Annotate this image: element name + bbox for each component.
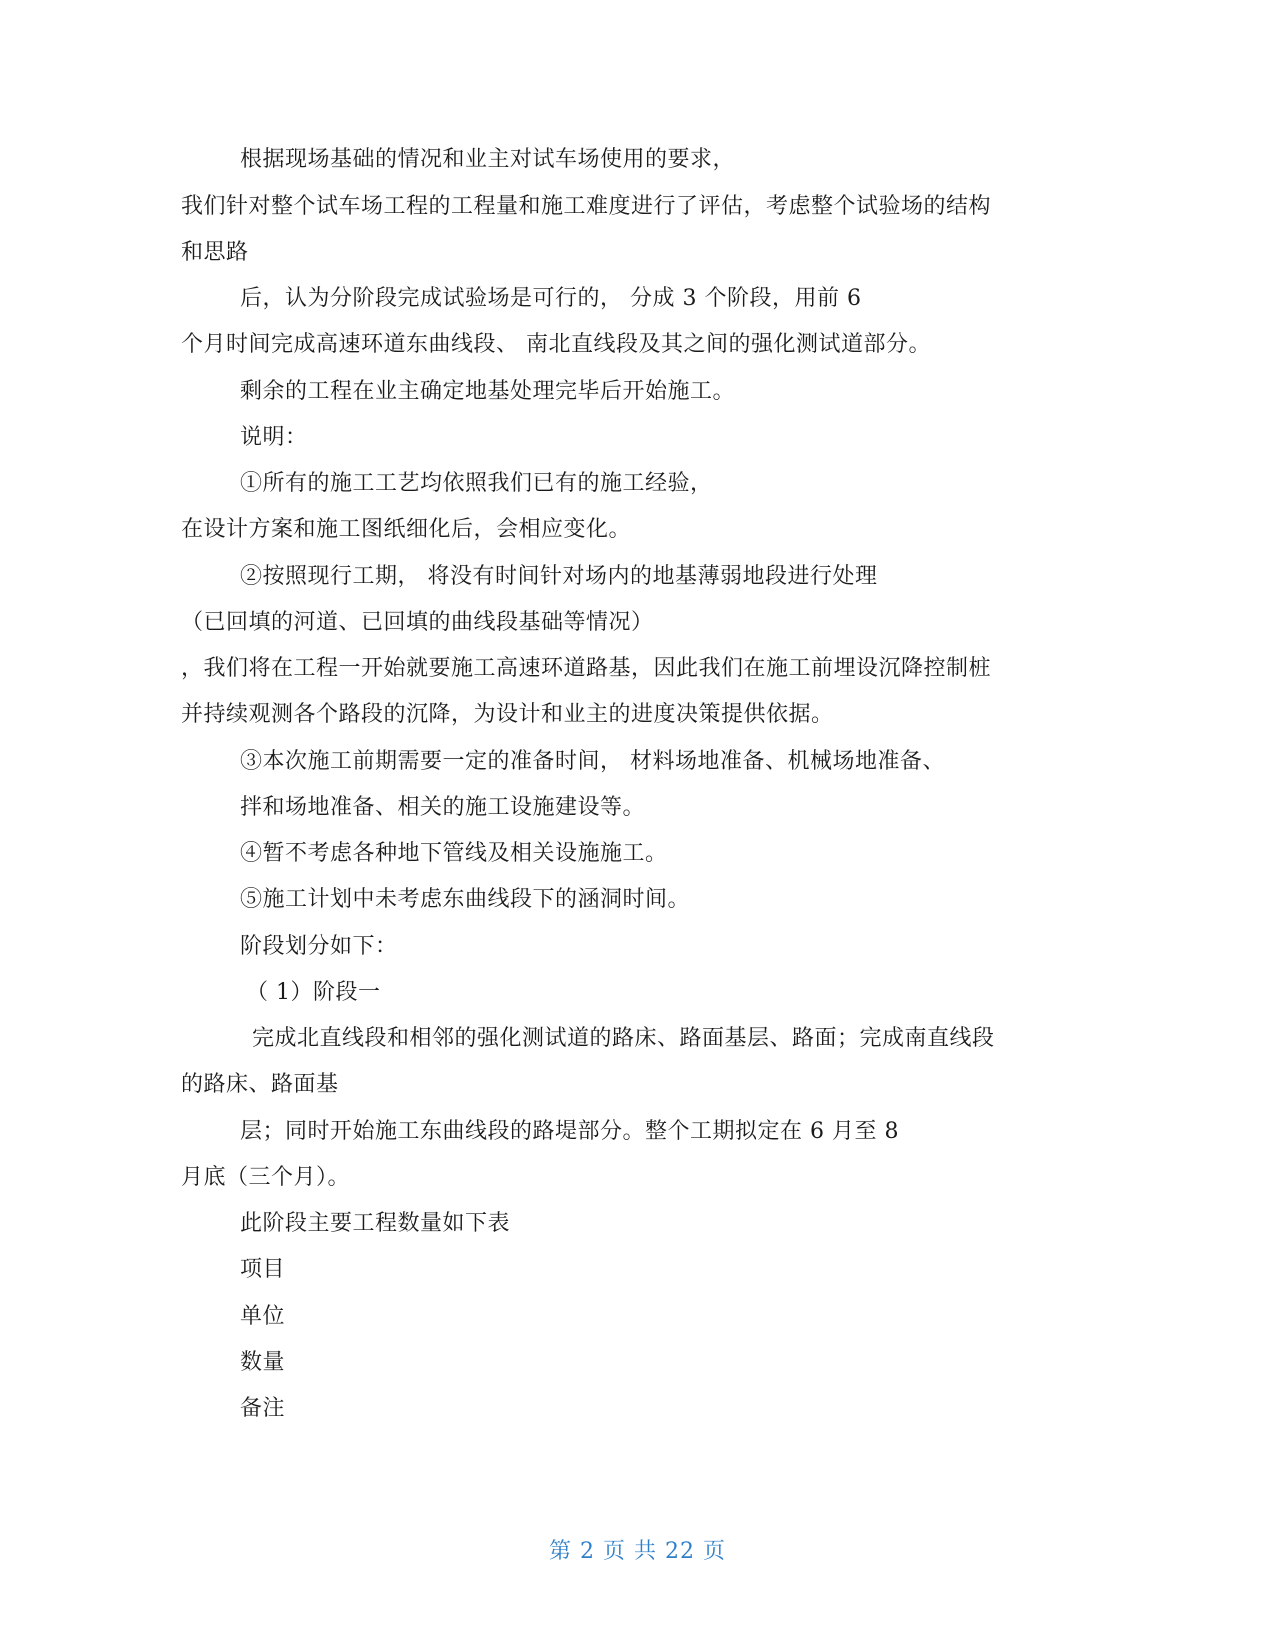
paragraph-line: ③本次施工前期需要一定的准备时间， 材料场地准备、机械场地准备、 — [240, 749, 945, 774]
paragraph-line: 此阶段主要工程数量如下表 — [240, 1211, 511, 1236]
paragraph-line: 我们针对整个试车场工程的工程量和施工难度进行了评估，考虑整个试验场的结构 — [181, 194, 992, 219]
paragraph-line: （ 1）阶段一 — [246, 980, 381, 1005]
paragraph-line: 和思路 — [181, 240, 249, 265]
paragraph-line: 个月时间完成高速环道东曲线段、 南北直线段及其之间的强化测试道部分。 — [181, 332, 931, 357]
page-number-footer: 第 2 页 共 22 页 — [549, 1539, 726, 1564]
paragraph-line: ①所有的施工工艺均依照我们已有的施工经验， — [240, 471, 713, 496]
table-header-unit: 单位 — [240, 1304, 286, 1329]
table-header-quantity: 数量 — [240, 1350, 286, 1375]
paragraph-line: 根据现场基础的情况和业主对试车场使用的要求， — [240, 147, 736, 172]
paragraph-line: 后，认为分阶段完成试验场是可行的， 分成 3 个阶段，用前 6 — [240, 286, 862, 311]
paragraph-line: ②按照现行工期， 将没有时间针对场内的地基薄弱地段进行处理 — [240, 564, 878, 589]
paragraph-line: ⑤施工计划中未考虑东曲线段下的涵洞时间。 — [240, 887, 691, 912]
paragraph-line: 层；同时开始施工东曲线段的路堤部分。整个工期拟定在 6 月至 8 — [240, 1119, 899, 1144]
paragraph-line: ，我们将在工程一开始就要施工高速环道路基，因此我们在施工前埋设沉降控制桩 — [181, 656, 992, 681]
paragraph-line: 说明： — [240, 425, 308, 450]
paragraph-line: 拌和场地准备、相关的施工设施建设等。 — [240, 795, 646, 820]
paragraph-line: ④暂不考虑各种地下管线及相关设施施工。 — [240, 841, 668, 866]
paragraph-line: 并持续观测各个路段的沉降，为设计和业主的进度决策提供依据。 — [181, 702, 834, 727]
table-header-remark: 备注 — [240, 1396, 286, 1421]
paragraph-line: 阶段划分如下： — [240, 934, 398, 959]
paragraph-line: 的路床、路面基 — [181, 1072, 339, 1097]
paragraph-line: 在设计方案和施工图纸细化后，会相应变化。 — [181, 517, 632, 542]
paragraph-line: 完成北直线段和相邻的强化测试道的路床、路面基层、路面；完成南直线段 — [252, 1026, 995, 1051]
paragraph-line: （已回填的河道、已回填的曲线段基础等情况） — [181, 610, 654, 635]
paragraph-line: 月底（三个月）。 — [181, 1165, 351, 1190]
table-header-item: 项目 — [240, 1257, 286, 1282]
paragraph-line: 剩余的工程在业主确定地基处理完毕后开始施工。 — [240, 379, 736, 404]
